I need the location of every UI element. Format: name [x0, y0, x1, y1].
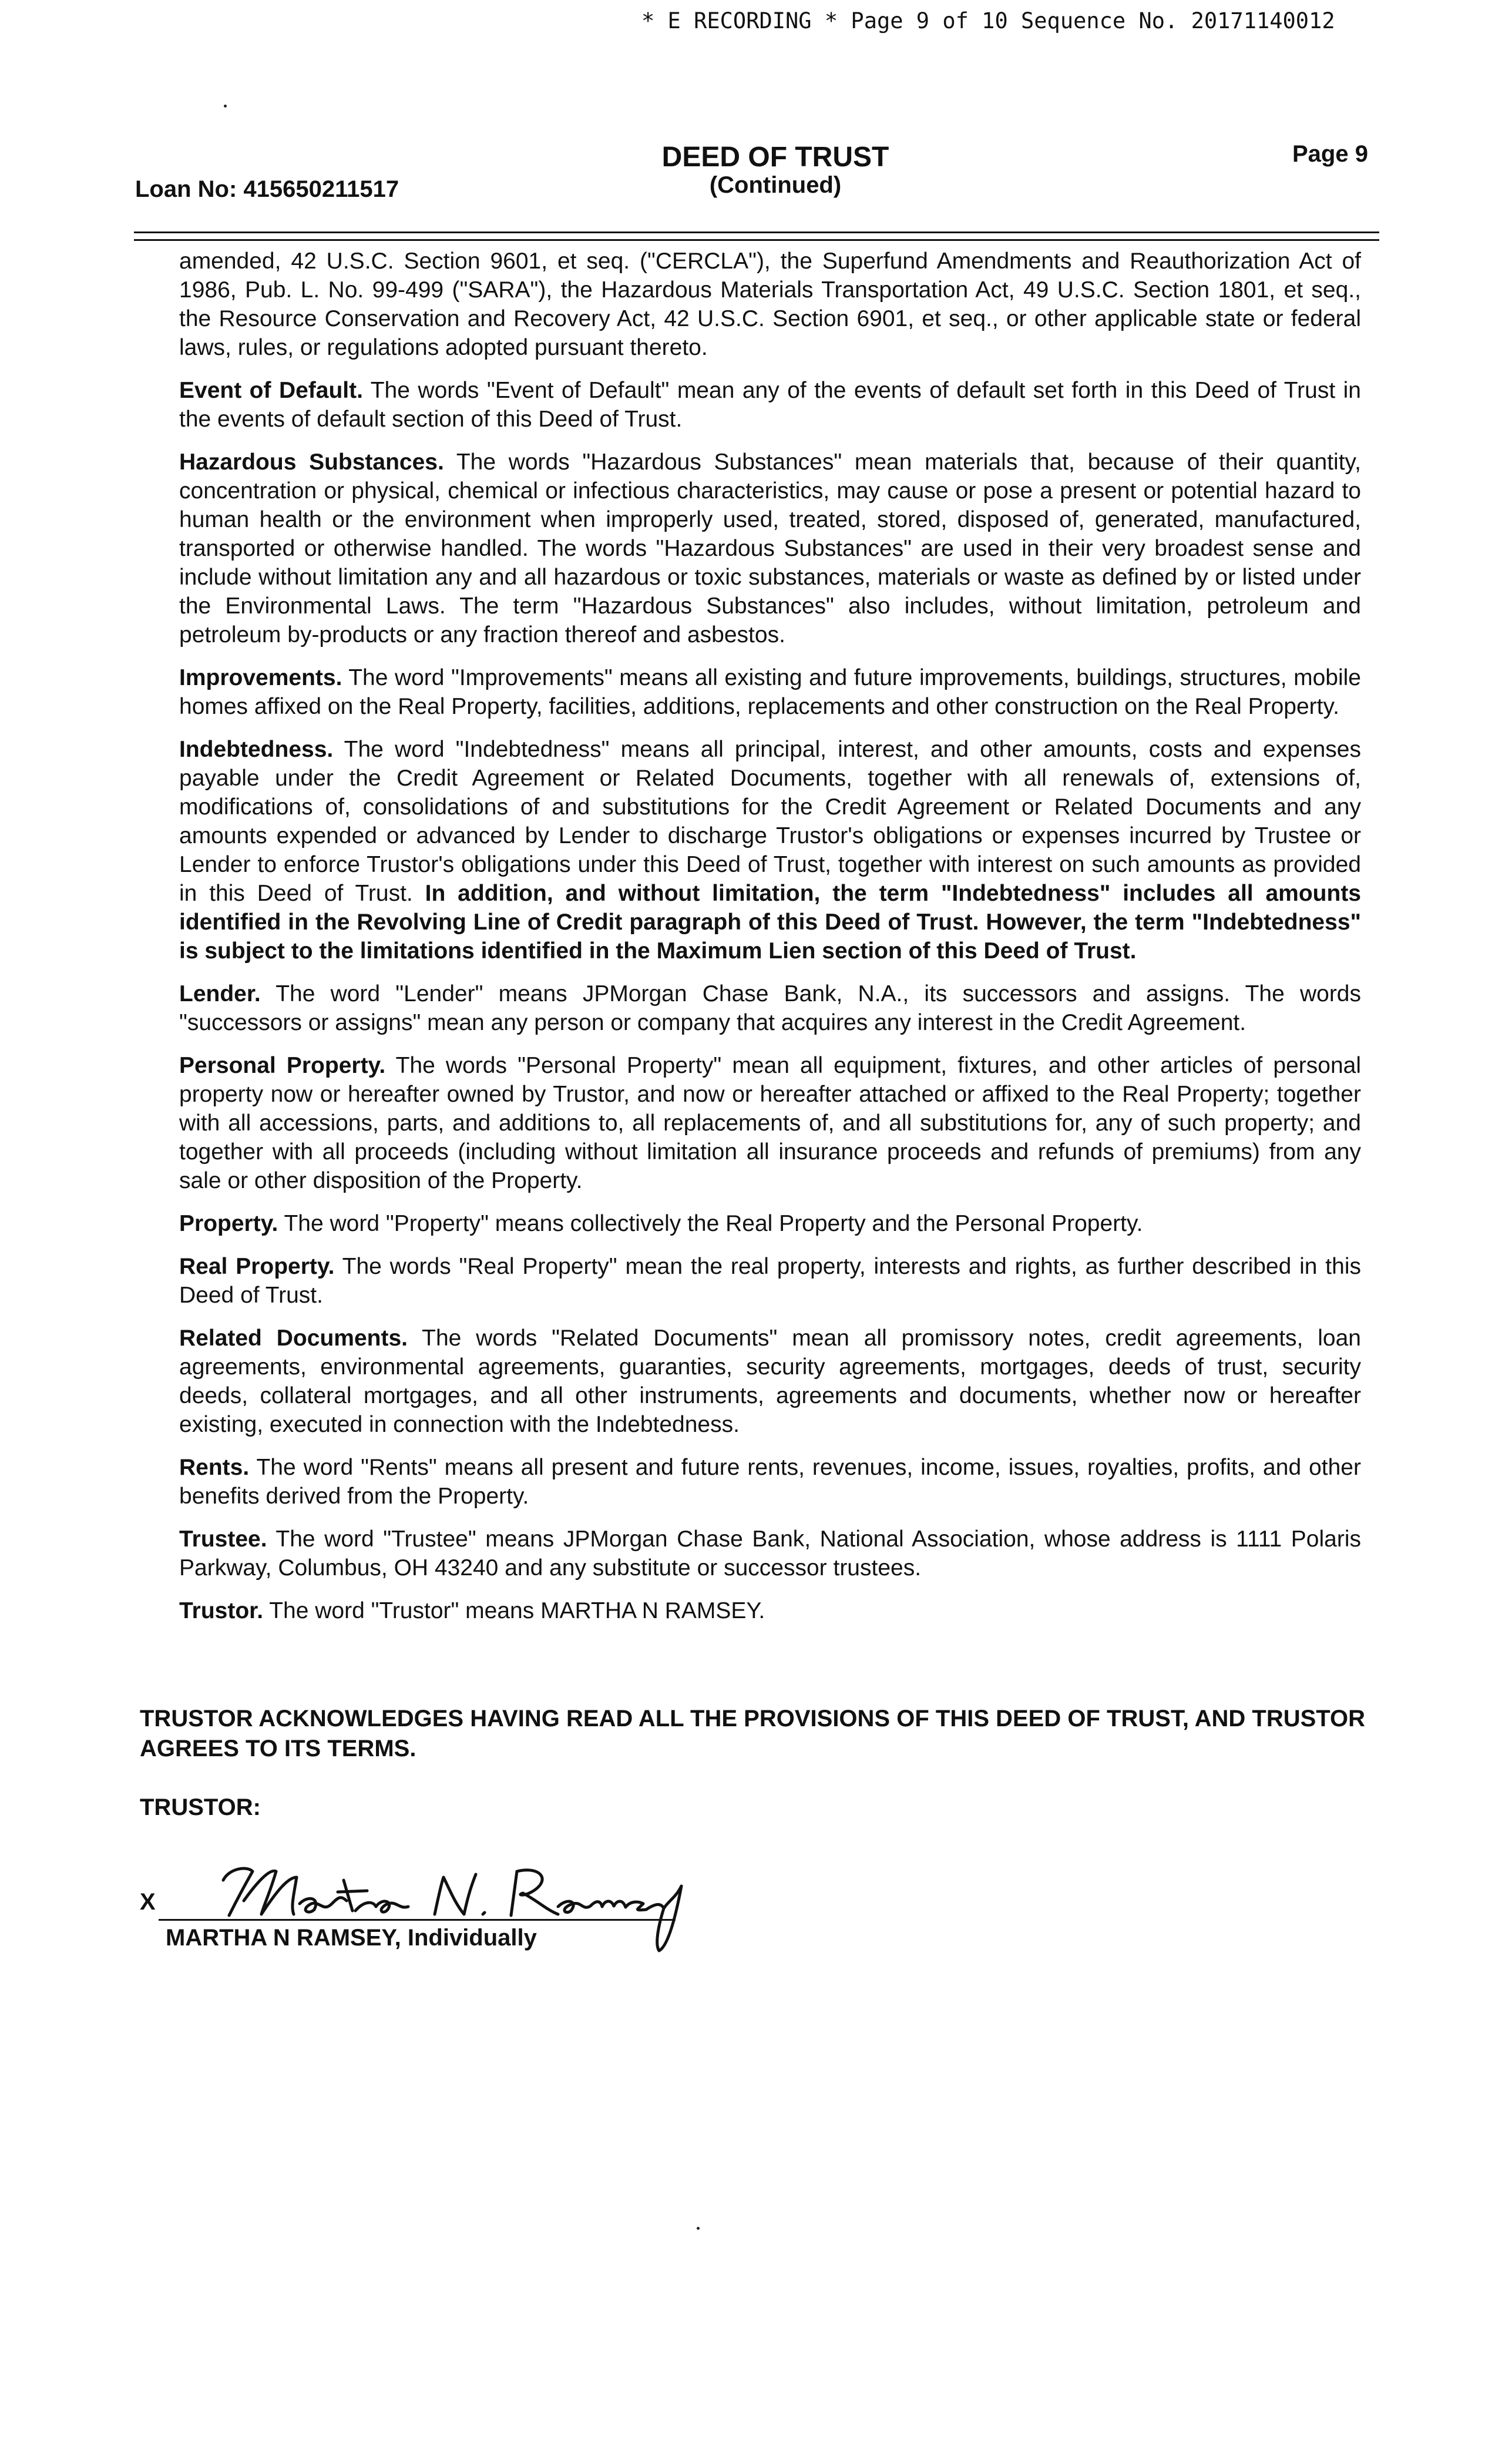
term-text: The word "Trustor" means MARTHA N RAMSEY. — [269, 1598, 765, 1623]
scan-speck — [224, 105, 227, 108]
definition-intro — [179, 247, 1361, 362]
trustor-acknowledgment: TRUSTOR ACKNOWLEDGES HAVING READ ALL THE PROVISIONS OF THIS DEED OF TRUST, AND TRUSTOR AGREES TO ITS TERMS. — [140, 1706, 1366, 1762]
header-rule-top — [134, 231, 1379, 233]
term-label: Improvements. — [179, 665, 342, 690]
intro-text: amended, 42 U.S.C. Section 9601, et seq. ("CERCLA"), the Superfund Amendments and Reauthorization Act of 1986, Pub. L. No. 99-499 ("SARA"), the Hazardous Materials Transportation Act, 49 U.S.C. Section 1801, et seq., the Resource Conservation and Recovery Act, 42 U.S.C. Section 6901, et seq., or other applicable state or federal laws, rules, or regulations adopted pursuant thereto. — [179, 249, 1361, 360]
term-label: Indebtedness. — [179, 737, 334, 762]
term-label: Hazardous Substances. — [179, 449, 444, 475]
page-number: Page 9 — [1292, 141, 1368, 167]
term-text: The word "Property" means collectively the Real Property and the Personal Property. — [284, 1211, 1143, 1236]
document-subtitle: (Continued) — [709, 172, 842, 198]
document-title: DEED OF TRUST — [661, 142, 889, 173]
definition-trustee — [179, 1525, 1361, 1582]
definition-lender — [179, 979, 1361, 1037]
term-text: The word "Rents" means all present and future rents, revenues, income, issues, royalties, profits, and other benefits derived from the Property. — [179, 1455, 1361, 1509]
recording-stamp: * E RECORDING * Page 9 of 10 Sequence No. 20171140012 — [641, 8, 1335, 33]
definition-related-documents — [179, 1324, 1361, 1439]
term-text: The words "Real Property" mean the real property, interests and rights, as further described in this Deed of Trust. — [179, 1254, 1361, 1308]
definition-rents — [179, 1453, 1361, 1511]
term-label: Property. — [179, 1211, 278, 1236]
definition-event-of-default — [179, 376, 1361, 434]
term-text: The words "Hazardous Substances" mean materials that, because of their quantity, concentration or physical, chemical or infectious characteristics, may cause or pose a present or potential hazard to human health or the environment when improperly used, treated, stored, disposed of, generated, manufactured, transported or otherwise handled. The words "Hazardous Substances" are used in their very broadest sense and include without limitation any and all hazardous or toxic substances, materials or waste as defined by or listed under the Environmental Laws. The term "Hazardous Substances" also includes, without limitation, petroleum and petroleum by-products or any fraction thereof and asbestos. — [179, 449, 1361, 647]
definition-indebtedness — [179, 735, 1361, 965]
term-label: Rents. — [179, 1455, 250, 1480]
definition-trustor — [179, 1596, 1361, 1625]
loan-number: Loan No: 415650211517 — [135, 176, 399, 202]
term-text: The words "Event of Default" mean any of the events of default set forth in this Deed of Trust in the events of default section of this Deed of Trust. — [179, 378, 1361, 432]
term-label: Lender. — [179, 981, 261, 1006]
trustor-label: TRUSTOR: — [140, 1794, 261, 1820]
term-label: Related Documents. — [179, 1326, 408, 1351]
term-text: The word "Trustee" means JPMorgan Chase Bank, National Association, whose address is 1111 Polaris Parkway, Columbus, OH 43240 and any substitute or successor trustees. — [179, 1526, 1361, 1581]
signature-x-mark: X — [140, 1889, 156, 1915]
definition-hazardous-substances — [179, 448, 1361, 649]
term-text: The word "Lender" means JPMorgan Chase Bank, N.A., its successors and assigns. The words "successors or assigns" mean any person or company that acquires any interest in the Credit Agreement. — [179, 981, 1361, 1035]
signer-name: MARTHA N RAMSEY, Individually — [166, 1925, 537, 1951]
definition-property — [179, 1209, 1361, 1238]
term-label: Real Property. — [179, 1254, 335, 1279]
definition-real-property — [179, 1252, 1361, 1310]
definitions-body — [179, 247, 1361, 1639]
term-label: Trustor. — [179, 1598, 264, 1623]
term-text: The words "Related Documents" mean all promissory notes, credit agreements, loan agreements, environmental agreements, guaranties, security agreements, mortgages, deeds of trust, security deeds, collateral mortgages, and all other instruments, agreements and documents, whether now or hereafter existing, executed in connection with the Indebtedness. — [179, 1326, 1361, 1437]
term-label: Trustee. — [179, 1526, 267, 1552]
term-label: Personal Property. — [179, 1053, 386, 1078]
term-text: The word "Indebtedness" means all principal, interest, and other amounts, costs and expenses payable under the Credit Agreement or Related Documents, together with all renewals of, extensions of, modifications of, consolidations of and substitutions for the Credit Agreement or Related Documents and any amounts expended or advanced by Lender to discharge Trustor's obligations or expenses incurred by Trustee or Lender to enforce Trustor's obligations under this Deed of Trust, together with interest on such amounts as provided in this Deed of Trust. — [179, 737, 1361, 906]
term-text: The words "Personal Property" mean all equipment, fixtures, and other articles of personal property now or hereafter owned by Trustor, and now or hereafter attached or affixed to the Real Property; together with all accessions, parts, and additions to, all replacements of, and all substitutions for, any of such property; and together with all proceeds (including without limitation all insurance proceeds and refunds of premiums) from any sale or other disposition of the Property. — [179, 1053, 1361, 1193]
term-emphasis: In addition, and without limitation, the term "Indebtedness" includes all amounts identified in the Revolving Line of Credit paragraph of this Deed of Trust. However, the term "Indebtedness" is subject to the limitations identified in the Maximum Lien section of this Deed of Trust. — [179, 881, 1361, 964]
scan-speck — [697, 2227, 700, 2230]
term-label: Event of Default. — [179, 378, 363, 403]
definition-improvements — [179, 663, 1361, 721]
term-text: The word "Improvements" means all existing and future improvements, buildings, structures, mobile homes affixed on the Real Property, facilities, additions, replacements and other construction on the Real Property. — [179, 665, 1361, 719]
definition-personal-property — [179, 1051, 1361, 1195]
header-rule-bottom — [134, 239, 1379, 241]
